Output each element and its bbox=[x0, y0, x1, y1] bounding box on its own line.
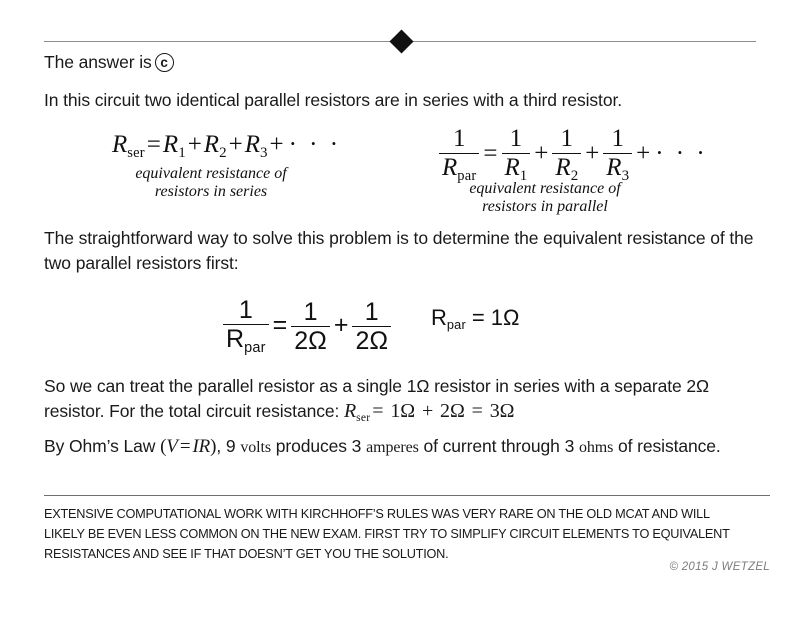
answer-prefix-label: The answer is bbox=[44, 52, 152, 72]
ohm-mid-2: produces 3 bbox=[275, 436, 362, 456]
parallel-caption-line1: equivalent resistance of bbox=[469, 180, 621, 197]
ohm-open-paren: ( bbox=[160, 436, 167, 457]
series-equals: = bbox=[146, 131, 161, 158]
series-lhs-sub: ser bbox=[127, 144, 145, 161]
series-plus-1: + bbox=[187, 131, 202, 158]
parallel-solve-equation bbox=[221, 297, 393, 356]
total-r-plus: + bbox=[421, 400, 434, 422]
parallel-plus-1: + bbox=[534, 140, 549, 167]
parallel-term-3 bbox=[603, 126, 632, 185]
parallel-plus-2: + bbox=[585, 140, 600, 167]
ohm-mid-1: , 9 bbox=[216, 436, 236, 456]
treat-paragraph bbox=[44, 374, 774, 430]
parallel-term-1-num: 1 bbox=[509, 125, 523, 152]
solve-term-2-den: 2Ω bbox=[352, 326, 391, 354]
parallel-term-2-num: 1 bbox=[560, 125, 574, 152]
ohms-law-paragraph bbox=[44, 434, 774, 460]
parallel-term-1-sub: 1 bbox=[519, 167, 528, 184]
series-ellipsis: · · · bbox=[288, 131, 342, 158]
footnote-block bbox=[44, 504, 748, 564]
solve-term-2 bbox=[352, 299, 391, 354]
ohm-equals: = bbox=[179, 436, 191, 457]
parallel-term-3-var: R bbox=[606, 154, 622, 181]
parallel-caption bbox=[420, 180, 670, 216]
rpar-result-var: R bbox=[431, 305, 447, 330]
bottom-rule-line bbox=[44, 495, 770, 496]
total-r-sub: ser bbox=[356, 410, 371, 424]
unit-volts-label: volts bbox=[240, 439, 271, 456]
total-r-term-1: 1Ω bbox=[390, 400, 416, 422]
rpar-result-equals: = bbox=[471, 305, 485, 330]
series-formula bbox=[112, 131, 341, 162]
footnote-line-1: EXTENSIVE COMPUTATIONAL WORK WITH KIRCHHOFF’S RULES WAS VERY RARE ON THE OLD MCAT AND WILL bbox=[44, 506, 710, 521]
treat-prefix-text: So we can treat the parallel resistor as a single 1Ω resistor in series with a separate 2Ω resistor. For the total circuit resistance: bbox=[44, 376, 709, 421]
solve-lhs-den-sub: par bbox=[244, 339, 266, 356]
series-plus-3: + bbox=[269, 131, 284, 158]
parallel-caption-line2: resistors in parallel bbox=[482, 198, 608, 215]
answer-choice-badge: c bbox=[155, 53, 174, 72]
ohm-close-paren: ) bbox=[210, 436, 217, 457]
footnote-line-3: RESISTANCES AND SEE IF THAT DOESN’T GET YOU THE SOLUTION. bbox=[44, 546, 449, 561]
parallel-ellipsis: · · · bbox=[655, 140, 708, 167]
solve-lhs-num: 1 bbox=[238, 296, 253, 324]
ohm-v-var: V bbox=[166, 436, 178, 457]
solve-lhs-den bbox=[223, 324, 269, 356]
parallel-term-2-var: R bbox=[555, 154, 571, 181]
parallel-formula bbox=[437, 126, 708, 185]
solve-term-1 bbox=[291, 299, 330, 354]
unit-amperes-label: amperes bbox=[366, 439, 419, 456]
intro-sentence: In this circuit two identical parallel resistors are in series with a third resistor. bbox=[44, 90, 622, 110]
solve-lhs-den-var: R bbox=[226, 325, 245, 353]
parallel-lhs-den-var: R bbox=[442, 154, 458, 182]
series-lhs: R bbox=[112, 131, 128, 158]
parallel-term-2 bbox=[552, 126, 581, 185]
parallel-plus-3: + bbox=[636, 140, 651, 167]
footnote-line-2: LIKELY BE EVEN LESS COMMON ON THE NEW EXAM. FIRST TRY TO SIMPLIFY CIRCUIT ELEMENTS TO EQUIVALENT bbox=[44, 526, 730, 541]
series-caption-line2: resistors in series bbox=[154, 183, 268, 200]
series-term-3: R bbox=[244, 131, 260, 158]
series-term-2-sub: 2 bbox=[219, 144, 227, 161]
ohm-ir-var: IR bbox=[192, 436, 211, 457]
total-r-term-2: 2Ω bbox=[440, 400, 465, 422]
total-r-result: 3Ω bbox=[489, 400, 515, 422]
solve-equals: = bbox=[272, 311, 288, 340]
parallel-term-3-sub: 3 bbox=[621, 167, 630, 184]
parallel-lhs-numerator: 1 bbox=[452, 125, 466, 153]
top-divider bbox=[44, 33, 756, 51]
unit-ohms-label: ohms bbox=[578, 439, 614, 456]
total-r-equals-2: = bbox=[471, 400, 483, 422]
parallel-equals: = bbox=[483, 140, 498, 167]
total-resistance-equation bbox=[344, 400, 514, 422]
parallel-term-2-sub: 2 bbox=[570, 167, 579, 184]
ohm-mid-3: of current through 3 bbox=[423, 436, 575, 456]
solve-term-2-num: 1 bbox=[364, 297, 379, 326]
series-term-1-sub: 1 bbox=[178, 144, 186, 161]
series-plus-2: + bbox=[228, 131, 243, 158]
ohm-prefix-label: By Ohm’s Law bbox=[44, 436, 156, 456]
approach-paragraph: The straightforward way to solve this problem is to determine the equivalent resistance of the two parallel resistors first: bbox=[44, 228, 754, 273]
series-term-1: R bbox=[162, 131, 179, 158]
parallel-term-3-num: 1 bbox=[611, 125, 624, 152]
diamond-ornament-icon bbox=[389, 29, 413, 53]
rpar-result-value: 1Ω bbox=[490, 305, 520, 330]
copyright-label: © 2015 J WETZEL bbox=[669, 561, 770, 573]
answer-line bbox=[44, 50, 174, 75]
solve-term-1-den: 2Ω bbox=[291, 326, 330, 354]
solve-lhs-fraction bbox=[223, 297, 269, 356]
series-term-3-sub: 3 bbox=[259, 144, 268, 161]
series-caption-line1: equivalent resistance of bbox=[135, 165, 287, 182]
series-term-2: R bbox=[203, 131, 220, 158]
total-r-equals: = bbox=[372, 400, 384, 422]
ohms-law-equation bbox=[160, 436, 216, 457]
rpar-result-sub: par bbox=[446, 317, 466, 333]
parallel-term-1 bbox=[502, 126, 531, 185]
solve-plus: + bbox=[333, 311, 349, 340]
parallel-term-1-var: R bbox=[504, 154, 520, 181]
total-r-var: R bbox=[344, 400, 357, 422]
parallel-result-equation bbox=[431, 305, 519, 332]
parallel-lhs-fraction bbox=[439, 126, 479, 184]
ohm-end-text: of resistance. bbox=[618, 436, 721, 456]
parallel-lhs-den-sub: par bbox=[457, 168, 477, 185]
solve-term-1-num: 1 bbox=[303, 297, 318, 326]
series-caption bbox=[96, 165, 326, 201]
